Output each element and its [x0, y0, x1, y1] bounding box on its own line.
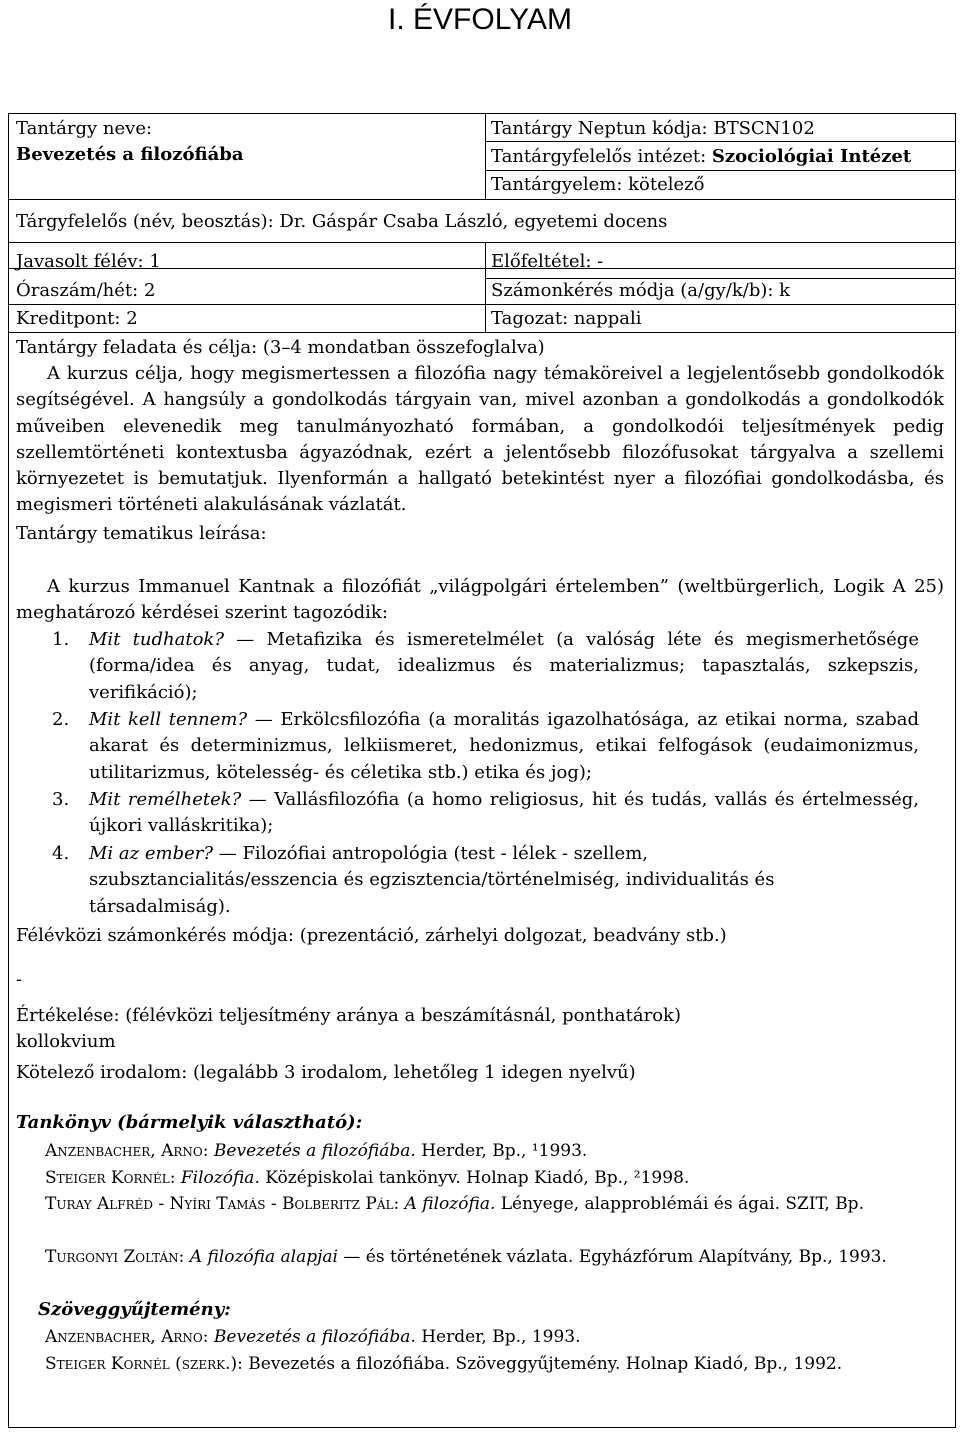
reader-entry: [45, 1351, 936, 1377]
track: Tagozat: nappali: [491, 308, 642, 329]
row-divider: [8, 332, 956, 333]
evaluation-value: kollokvium: [16, 1031, 116, 1052]
row-divider: [8, 304, 956, 305]
textbook-entry: [45, 1138, 956, 1164]
subject-name: Bevezetés a filozófiába: [16, 144, 244, 165]
literature-heading: Kötelező irodalom: (legalább 3 irodalom, lehetőleg 1 idegen nyelvű): [16, 1062, 636, 1083]
semester: Javasolt félév: 1: [16, 251, 161, 272]
credits: Kreditpont: 2: [16, 308, 138, 329]
entry-publisher: Középiskolai tankönyv. Holnap Kiadó, Bp., ²1998.: [259, 1168, 690, 1188]
entry-publisher: Bevezetés a filozófiába. Szöveggyűjtemény. Holnap Kiadó, Bp., 1992.: [242, 1354, 843, 1374]
textbook-heading: Tankönyv (bármelyik választható):: [16, 1112, 363, 1133]
evaluation-heading: Értékelése: (félévközi teljesítmény aránya a beszámításnál, ponthatárok): [16, 1005, 681, 1026]
list-question: Mit kell tennem?: [89, 709, 248, 730]
column-divider: [485, 242, 486, 332]
subject-element: Tantárgyelem: kötelező: [491, 174, 705, 195]
entry-title: Bevezetés a filozófiába.: [213, 1141, 416, 1161]
reader-heading: Szöveggyűjtemény:: [38, 1299, 231, 1320]
thematic-intro: A kurzus Immanuel Kantnak a filozófiát „világpolgári értelemben” (weltbürgerlich, Logik A 25) meghatározó kérdései szerint tagozódik:: [16, 576, 944, 624]
entry-title: A filozófia alapjai: [189, 1247, 338, 1267]
thematic-heading: Tantárgy tematikus leírása:: [16, 523, 267, 544]
entry-author: Turay Alfréd - Nyíri Tamás - Bolberitz Pál:: [45, 1194, 400, 1214]
page-title: I. ÉVFOLYAM: [388, 3, 572, 36]
list-text: — Vallásfilozófia (a homo religiosus, hit és tudás, vallás és értelmesség, újkori valláskritika);: [89, 789, 919, 837]
goal-heading: Tantárgy feladata és célja: (3–4 mondatban összefoglalva): [16, 337, 545, 358]
entry-author: Turgonyi Zoltán:: [45, 1247, 185, 1267]
institute-name: Szociológiai Intézet: [711, 146, 912, 167]
subject-name-label: Tantárgy neve:: [16, 118, 153, 139]
entry-publisher: Lényege, alapproblémái és ágai. SZIT, Bp.: [495, 1194, 864, 1214]
entry-publisher: Herder, Bp., ¹1993.: [415, 1141, 588, 1161]
list-question: Mi az ember?: [89, 843, 213, 864]
list-question: Mit tudhatok?: [89, 629, 224, 650]
list-item: [89, 787, 919, 840]
goal-text: A kurzus célja, hogy megismertessen a filozófia nagy témaköreivel a legjelentősebb gondolkodók segítségével. A hangsúly a gondolkodás tárgyain van, mivel azonban a gondolkodás a gondolkodók műveiben elevenedik meg tanulmányozható formában, a gondolkodói teljesítmények pedig szellemtörténeti kontextusba ágyazódnak, ezért a jelentősebb filozófusokat tárgyalva a szellemi környezetet is bemutatjuk. Ilyenformán a hallgató betekintést nyer a filozófiai gondolkodásba, és megismeri történeti alakulásának vázlatát.: [16, 363, 944, 516]
responsible-institute: [491, 144, 911, 170]
hours-per-week: Óraszám/hét: 2: [16, 280, 156, 301]
entry-title: A filozófia.: [404, 1194, 496, 1214]
list-number: 1.: [52, 629, 70, 650]
textbook-entry: [45, 1244, 956, 1270]
list-number: 2.: [52, 709, 70, 730]
midterm-value: -: [16, 969, 23, 990]
entry-author: Steiger Kornél (szerk.):: [45, 1354, 243, 1374]
entry-publisher: Herder, Bp., 1993.: [415, 1327, 581, 1347]
textbook-entry: [45, 1165, 956, 1191]
row-divider: [8, 199, 956, 200]
entry-author: Anzenbacher, Arno:: [45, 1141, 209, 1161]
entry-title: Bevezetés a filozófiába.: [213, 1327, 416, 1347]
exam-type: Számonkérés módja (a/gy/k/b): k: [491, 280, 791, 301]
entry-author: Steiger Kornél:: [45, 1168, 176, 1188]
list-text: — Filozófiai antropológia (test - lélek - szellem, szubsztancialitás/esszencia és egzisztencia/történelmiség, individualitás és társadalmiság).: [89, 843, 775, 917]
reader-entry: [45, 1324, 956, 1350]
list-number: 3.: [52, 789, 70, 810]
column-divider: [485, 113, 486, 199]
list-text: — Metafizika és ismeretelmélet (a valóság léte és megismerhetősége (forma/idea és anyag, tudat, idealizmus és materializmus; tapasztalás, szkepszis, verifikáció);: [89, 629, 919, 703]
neptun-code: Tantárgy Neptun kódja: BTSCN102: [491, 118, 815, 139]
entry-author: Anzenbacher, Arno:: [45, 1327, 209, 1347]
prerequisite: Előfeltétel: -: [491, 251, 604, 272]
list-number: 4.: [52, 843, 70, 864]
list-question: Mit remélhetek?: [89, 789, 242, 810]
entry-publisher: — és történetének vázlata. Egyházfórum Alapítvány, Bp., 1993.: [337, 1247, 887, 1267]
list-item: [89, 707, 919, 786]
row-divider: [8, 242, 956, 243]
list-item: [89, 841, 849, 920]
list-text: — Erkölcsfilozófia (a moralitás igazolhatósága, az etikai norma, szabad akarat és determinizmus, lelkiismeret, hedonizmus, etikai felfogások (eudaimonizmus, utilitarizmus, kötelesség- és céletika stb.) etika és jog);: [89, 709, 919, 783]
institute-label: Tantárgyfelelős intézet:: [491, 146, 712, 167]
responsible-person: Tárgyfelelős (név, beosztás): Dr. Gáspár Csaba László, egyetemi docens: [16, 211, 668, 232]
row-divider: [485, 170, 956, 171]
entry-title: Filozófia.: [180, 1168, 260, 1188]
textbook-entry: [45, 1191, 956, 1217]
list-item: [89, 627, 919, 706]
midterm-heading: Félévközi számonkérés módja: (prezentáció, zárhelyi dolgozat, beadvány stb.): [16, 925, 727, 946]
